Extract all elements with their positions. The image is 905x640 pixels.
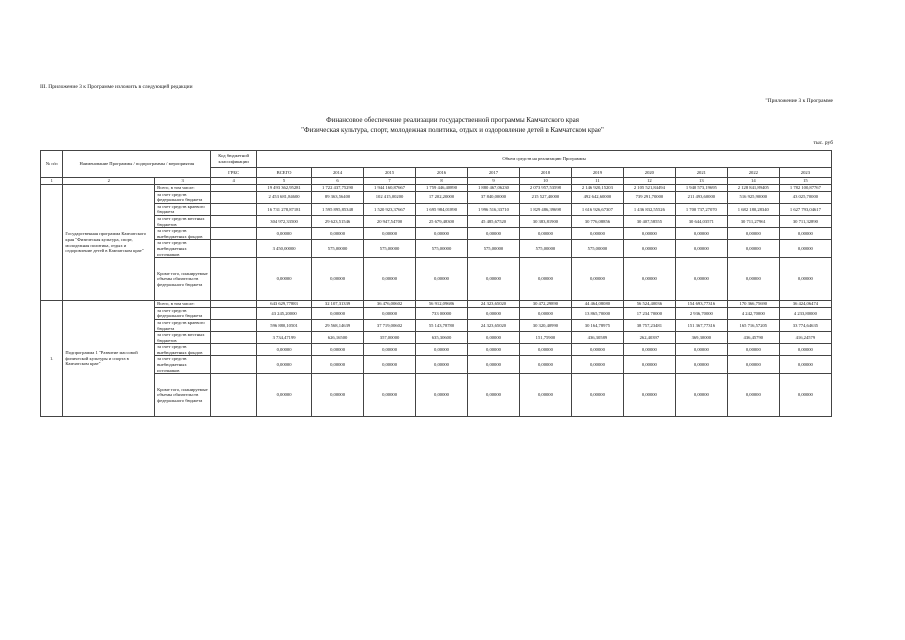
budget-code-cell	[211, 191, 257, 203]
table-row	[41, 240, 832, 258]
value-cell: 0,00000	[416, 356, 468, 374]
value-cell: 0,00000	[623, 240, 675, 258]
value-cell: 0,00000	[727, 240, 779, 258]
value-cell: 43 245,20000	[257, 307, 312, 319]
header-year: ВСЕГО	[257, 168, 312, 178]
value-cell: 0,00000	[675, 344, 727, 356]
value-cell: 30 320,40990	[519, 319, 571, 331]
funding-source-label: за счет средств федерального бюджета	[155, 191, 211, 203]
value-cell: 575,00000	[312, 240, 364, 258]
value-cell: 575,00000	[519, 240, 571, 258]
value-cell: 0,00000	[519, 258, 571, 301]
value-cell: 0,00000	[623, 374, 675, 417]
value-cell: 596 880,10501	[257, 319, 312, 331]
value-cell: 29 568,14639	[312, 319, 364, 331]
value-cell: 0,00000	[312, 356, 364, 374]
table-row	[41, 344, 832, 356]
funding-source-label: за счет средств федерального бюджета	[155, 307, 211, 319]
column-number: 4	[211, 178, 257, 185]
column-number: 1	[41, 178, 63, 185]
value-cell: 0,00000	[779, 344, 831, 356]
funding-source-label: за счет средств местных бюджетов	[155, 332, 211, 344]
column-number: 13	[675, 178, 727, 185]
header-row	[41, 151, 832, 168]
budget-code-cell	[211, 319, 257, 331]
column-number: 5	[257, 178, 312, 185]
table-row	[41, 191, 832, 203]
value-cell: 0,00000	[675, 374, 727, 417]
value-cell: 0,00000	[312, 258, 364, 301]
value-cell: 30 711,32890	[779, 215, 831, 227]
value-cell: 2 128 841,89405	[727, 185, 779, 192]
units-label: тыс. руб	[813, 140, 833, 146]
value-cell: 102 415,00200	[364, 191, 416, 203]
value-cell: 0,00000	[467, 374, 519, 417]
value-cell: 0,00000	[675, 356, 727, 374]
value-cell: 30 164,78975	[571, 319, 623, 331]
value-cell: 165 716,57205	[727, 319, 779, 331]
budget-code-cell	[211, 307, 257, 319]
value-cell: 19 493 362,95281	[257, 185, 312, 192]
table-row	[41, 301, 832, 308]
value-cell: 262,40397	[623, 332, 675, 344]
budget-code-cell	[211, 215, 257, 227]
funding-source-label: за счет средств внебюджетных фондов	[155, 228, 211, 240]
value-cell: 17 234 70000	[623, 307, 675, 319]
value-cell: 151,75900	[519, 332, 571, 344]
value-cell: 0,00000	[623, 344, 675, 356]
value-cell: 36 424,06474	[779, 301, 831, 308]
value-cell: 0,00000	[364, 374, 416, 417]
value-cell: 304 972,33500	[257, 215, 312, 227]
budget-code-cell	[211, 203, 257, 215]
value-cell: 30 383,81900	[519, 215, 571, 227]
funding-source-label: Кроме того, планируемые объемы обязательств федерального бюджета	[155, 374, 211, 417]
column-number-row	[41, 178, 832, 185]
funding-source-label: Всего, в том числе:	[155, 185, 211, 192]
table-row	[41, 228, 832, 240]
value-cell: 575,00000	[416, 240, 468, 258]
value-cell: 0,00000	[467, 332, 519, 344]
value-cell: 56 524,40036	[623, 301, 675, 308]
funding-source-label: за счет средств внебюджетных источников	[155, 356, 211, 374]
value-cell: 0,00000	[257, 356, 312, 374]
value-cell: 2 073 957,53598	[519, 185, 571, 192]
value-cell: 4 242,70000	[727, 307, 779, 319]
value-cell: 1 996 516,33710	[467, 203, 519, 215]
header-budget-code: Код бюджетной классификации	[211, 151, 257, 168]
value-cell: 0,00000	[779, 356, 831, 374]
value-cell: 436,30589	[571, 332, 623, 344]
funding-source-label: Всего, в том числе:	[155, 301, 211, 308]
value-cell: 0,00000	[364, 356, 416, 374]
budget-code-cell	[211, 344, 257, 356]
value-cell: 0,00000	[779, 258, 831, 301]
value-cell: 0,00000	[571, 374, 623, 417]
value-cell: 30 407,58555	[623, 215, 675, 227]
appendix-label: "Приложение 3 к Программе	[765, 98, 833, 104]
value-cell: 154 693,77316	[675, 301, 727, 308]
header-year: 2018	[519, 168, 571, 178]
value-cell: 0,00000	[257, 374, 312, 417]
value-cell: 44 464,08080	[571, 301, 623, 308]
value-cell: 3 450,00000	[257, 240, 312, 258]
column-number: 11	[571, 178, 623, 185]
value-cell: 37 719,00602	[364, 319, 416, 331]
budget-code-cell	[211, 374, 257, 417]
table-row	[41, 356, 832, 374]
value-cell: 151 367,77316	[675, 319, 727, 331]
value-cell: 1 627 793,04617	[779, 203, 831, 215]
column-number: 7	[364, 178, 416, 185]
column-number: 2	[63, 178, 155, 185]
value-cell: 492 642,60000	[571, 191, 623, 203]
table-row	[41, 258, 832, 301]
value-cell: 1 940 573,19695	[675, 185, 727, 192]
budget-code-cell	[211, 185, 257, 192]
table-row	[41, 203, 832, 215]
value-cell: 20 947,54700	[364, 215, 416, 227]
value-cell: 0,00000	[623, 356, 675, 374]
value-cell: 0,00000	[675, 258, 727, 301]
budget-code-cell	[211, 301, 257, 308]
table-row	[41, 332, 832, 344]
value-cell: 0,00000	[467, 228, 519, 240]
value-cell: 89 363,56400	[312, 191, 364, 203]
value-cell: 0,00000	[779, 374, 831, 417]
column-number: 6	[312, 178, 364, 185]
value-cell: 0,00000	[257, 228, 312, 240]
value-cell: 1 759 446,40890	[416, 185, 468, 192]
value-cell: 0,00000	[416, 374, 468, 417]
value-cell: 2 146 920,15203	[571, 185, 623, 192]
value-cell: 0,00000	[257, 258, 312, 301]
value-cell: 739 291,70000	[623, 191, 675, 203]
value-cell: 0,00000	[364, 344, 416, 356]
funding-source-label: Кроме того, планируемые объемы обязательств федерального бюджета	[155, 258, 211, 301]
value-cell: 0,00000	[257, 344, 312, 356]
budget-code-cell	[211, 240, 257, 258]
budget-code-cell	[211, 258, 257, 301]
value-cell: 0,00000	[571, 356, 623, 374]
value-cell: 24 323,65020	[467, 319, 519, 331]
value-cell: 0,00000	[519, 307, 571, 319]
value-cell: 0,00000	[364, 307, 416, 319]
value-cell: 1 722 437,75290	[312, 185, 364, 192]
value-cell: 0,00000	[416, 258, 468, 301]
table-row	[41, 185, 832, 192]
value-cell: 33 774,64635	[779, 319, 831, 331]
value-cell: 0,00000	[571, 344, 623, 356]
value-cell: 43 025,70000	[779, 191, 831, 203]
column-number: 9	[467, 178, 519, 185]
value-cell: 0,00000	[727, 228, 779, 240]
intro-note: III. Приложение 3 к Программе изложить в следующей редакции	[40, 84, 193, 90]
value-cell: 2 453 681,84600	[257, 191, 312, 203]
value-cell: 0,00000	[312, 307, 364, 319]
value-cell: 0,00000	[519, 374, 571, 417]
value-cell: 0,00000	[779, 240, 831, 258]
value-cell: 0,00000	[312, 228, 364, 240]
value-cell: 215 527,40000	[519, 191, 571, 203]
value-cell: 0,00000	[623, 258, 675, 301]
budget-code-cell	[211, 228, 257, 240]
header-year: 2021	[675, 168, 727, 178]
header-num: № п/п	[41, 151, 63, 178]
header-year: 2016	[416, 168, 468, 178]
value-cell: 30 644,03571	[675, 215, 727, 227]
value-cell: 17 202,20000	[416, 191, 468, 203]
value-cell: 24 323,65020	[467, 301, 519, 308]
value-cell: 0,00000	[519, 228, 571, 240]
value-cell: 2 936,70000	[675, 307, 727, 319]
value-cell: 0,00000	[416, 344, 468, 356]
value-cell: 0,00000	[727, 344, 779, 356]
value-cell: 1 616 926,67307	[571, 203, 623, 215]
table-row	[41, 319, 832, 331]
header-year: 2015	[364, 168, 416, 178]
value-cell: 0,00000	[571, 258, 623, 301]
value-cell: 733 00000	[416, 307, 468, 319]
value-cell: 1 436 832,55526	[623, 203, 675, 215]
value-cell: 0,00000	[623, 228, 675, 240]
value-cell: 575,00000	[467, 240, 519, 258]
value-cell: 436,45790	[727, 332, 779, 344]
value-cell: 635,30600	[416, 332, 468, 344]
funding-source-label: за счет средств местных бюджетов	[155, 215, 211, 227]
section-number: 1.	[41, 301, 63, 417]
value-cell: 0,00000	[312, 374, 364, 417]
value-cell: 0,00000	[727, 356, 779, 374]
value-cell: 0,00000	[467, 307, 519, 319]
column-number: 10	[519, 178, 571, 185]
value-cell: 38 757,23481	[623, 319, 675, 331]
header-year: 2020	[623, 168, 675, 178]
value-cell: 1 782 100,87767	[779, 185, 831, 192]
value-cell: 416,24579	[779, 332, 831, 344]
column-number: 14	[727, 178, 779, 185]
title-line-1: Финансовое обеспечение реализации государственной программы Камчатского края	[326, 116, 579, 124]
document-title	[0, 115, 905, 135]
header-year: 2017	[467, 168, 519, 178]
funding-source-label: за счет средств внебюджетных фондов	[155, 344, 211, 356]
financing-table	[40, 150, 832, 417]
value-cell: 1 944 160,87667	[364, 185, 416, 192]
header-year: 2022	[727, 168, 779, 178]
value-cell: 170 366,75690	[727, 301, 779, 308]
section-number	[41, 185, 63, 301]
value-cell: 2 105 521,84494	[623, 185, 675, 192]
column-number: 15	[779, 178, 831, 185]
value-cell: 3 734,47199	[257, 332, 312, 344]
value-cell: 13 865,70000	[571, 307, 623, 319]
value-cell: 0,00000	[467, 258, 519, 301]
value-cell: 29 623,51546	[312, 215, 364, 227]
column-number: 12	[623, 178, 675, 185]
value-cell: 4 233,80000	[779, 307, 831, 319]
value-cell: 0,00000	[416, 228, 468, 240]
value-cell: 0,00000	[779, 228, 831, 240]
budget-code-cell	[211, 356, 257, 374]
value-cell: 1 595 895,85348	[312, 203, 364, 215]
value-cell: 0,00000	[571, 228, 623, 240]
funding-source-label: за счет средств краевого бюджета	[155, 203, 211, 215]
header-volume: Объем средств на реализацию Программы	[257, 151, 832, 168]
value-cell: 25 679,48300	[416, 215, 468, 227]
value-cell: 56 912,09686	[416, 301, 468, 308]
value-cell: 45 485,67520	[467, 215, 519, 227]
value-cell: 30 776,08856	[571, 215, 623, 227]
funding-source-label: за счет средств внебюджетных источников	[155, 240, 211, 258]
value-cell: 1 682 180,28340	[727, 203, 779, 215]
value-cell: 37 840,00000	[467, 191, 519, 203]
value-cell: 30 711,27961	[727, 215, 779, 227]
table-row	[41, 374, 832, 417]
value-cell: 369,30000	[675, 332, 727, 344]
value-cell: 0,00000	[467, 356, 519, 374]
value-cell: 36 476,00602	[364, 301, 416, 308]
value-cell: 575,00000	[364, 240, 416, 258]
value-cell: 626,16500	[312, 332, 364, 344]
column-number: 8	[416, 178, 468, 185]
value-cell: 55 143,78780	[416, 319, 468, 331]
table-row	[41, 307, 832, 319]
value-cell: 357,00000	[364, 332, 416, 344]
value-cell: 0,00000	[519, 344, 571, 356]
value-cell: 516 925,90000	[727, 191, 779, 203]
value-cell: 1 695 984,01890	[416, 203, 468, 215]
value-cell: 643 629,77883	[257, 301, 312, 308]
title-line-2: "Физическая культура, спорт, молодежная политика, отдых и оздоровление детей в Камчатском крае"	[301, 126, 604, 134]
value-cell: 1 829 486,39698	[519, 203, 571, 215]
value-cell: 0,00000	[519, 356, 571, 374]
header-year: 2014	[312, 168, 364, 178]
value-cell: 30 472,29890	[519, 301, 571, 308]
value-cell: 0,00000	[312, 344, 364, 356]
value-cell: 0,00000	[364, 228, 416, 240]
section-name: Государственная программа Камчатского края "Физическая культура, спорт, молодежная политика, отдых и оздоровление детей в Камчатском крае"	[63, 185, 155, 301]
value-cell: 32 107,31339	[312, 301, 364, 308]
value-cell: 1 880 467,06230	[467, 185, 519, 192]
table-row	[41, 215, 832, 227]
value-cell: 0,00000	[364, 258, 416, 301]
value-cell: 0,00000	[727, 374, 779, 417]
value-cell: 0,00000	[675, 228, 727, 240]
value-cell: 16 731 278,87181	[257, 203, 312, 215]
value-cell: 1 520 923,37667	[364, 203, 416, 215]
header-name: Наименование Программы / подпрограммы / мероприятия	[63, 151, 211, 178]
value-cell: 0,00000	[675, 240, 727, 258]
header-year: 2019	[571, 168, 623, 178]
section-name: Подпрограмма 1 "Развитие массовой физической культуры и спорта в Камчатском крае"	[63, 301, 155, 417]
value-cell: 211 493,60000	[675, 191, 727, 203]
value-cell: 575,00000	[571, 240, 623, 258]
header-grbs: ГРБС	[211, 168, 257, 178]
budget-code-cell	[211, 332, 257, 344]
value-cell: 0,00000	[727, 258, 779, 301]
value-cell: 1 700 737,27070	[675, 203, 727, 215]
funding-source-label: за счет средств краевого бюджета	[155, 319, 211, 331]
value-cell: 0,00000	[467, 344, 519, 356]
column-number: 3	[155, 178, 211, 185]
header-year: 2023	[779, 168, 831, 178]
